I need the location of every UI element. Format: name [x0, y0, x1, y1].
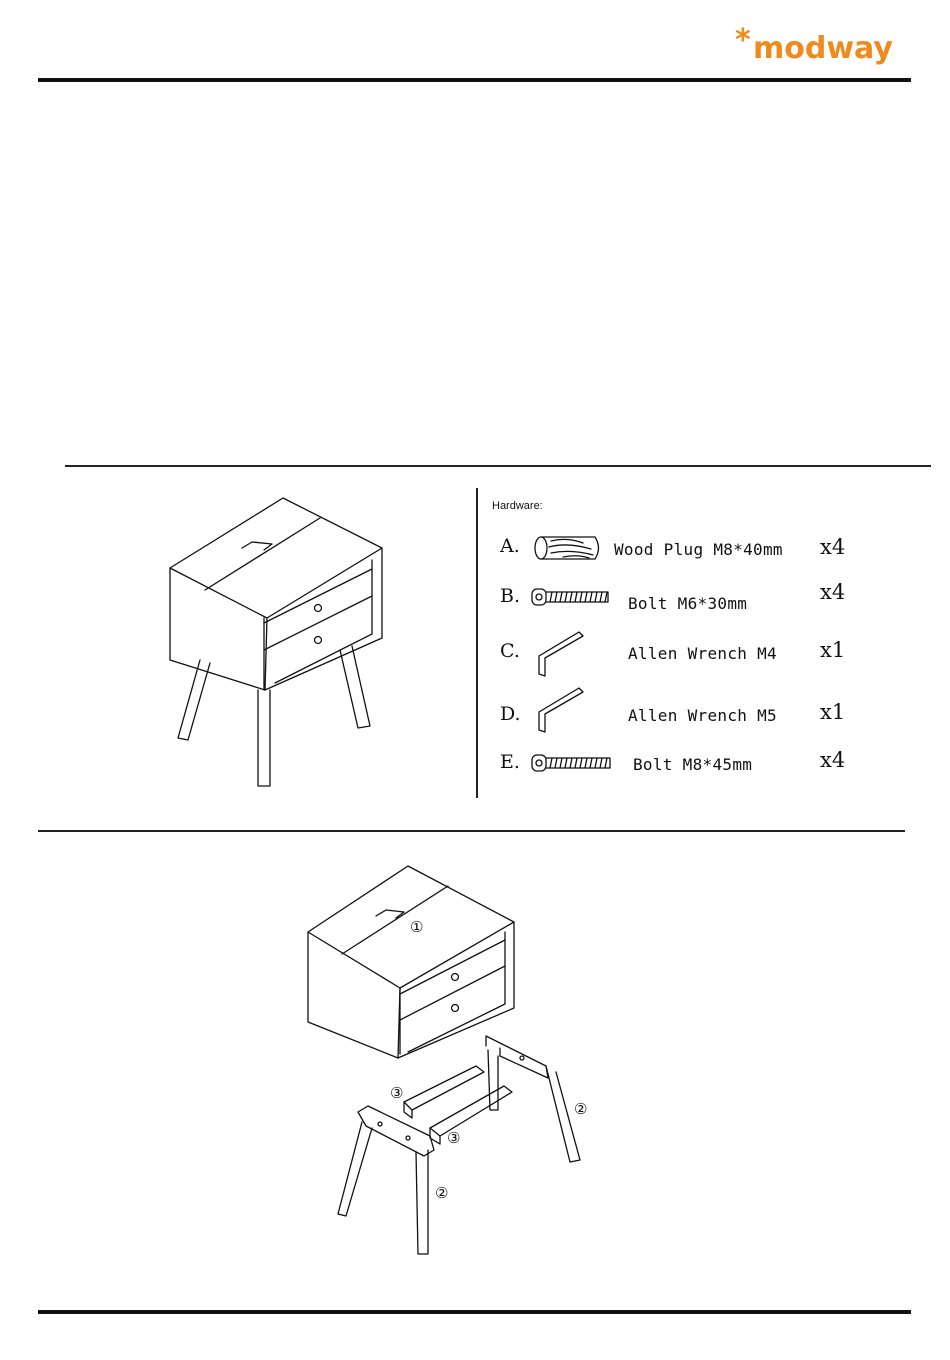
hardware-letter-c: C. [500, 640, 520, 662]
part-label-stretcher-bottom: ③ [447, 1129, 461, 1147]
hardware-desc-b: Bolt M6*30mm [628, 594, 748, 613]
section-divider-top [65, 465, 931, 467]
hardware-letter-d: D. [500, 703, 521, 725]
hardware-qty-b: x4 [820, 580, 846, 604]
allen-wrench-icon [535, 628, 587, 680]
hardware-desc-a: Wood Plug M8*40mm [614, 540, 783, 559]
logo-wordmark: modway [753, 31, 893, 66]
modway-logo-mark [733, 24, 913, 74]
hardware-qty-c: x1 [820, 638, 846, 662]
modway-logo [733, 24, 913, 74]
footer-rule [38, 1310, 911, 1314]
allen-wrench-icon [535, 684, 587, 736]
assembled-nightstand-illustration [160, 490, 390, 800]
part-label-leg-left: ② [435, 1184, 449, 1202]
part-label-leg-right: ② [574, 1100, 588, 1118]
svg-text:*: * [735, 23, 751, 58]
bolt-icon [530, 752, 612, 774]
hardware-letter-a: A. [500, 535, 520, 557]
section-divider-bottom [38, 830, 905, 832]
part-label-cabinet: ① [410, 918, 424, 936]
hardware-desc-d: Allen Wrench M5 [628, 706, 777, 725]
column-divider [476, 488, 478, 798]
hardware-qty-a: x4 [820, 535, 846, 559]
hardware-letter-e: E. [500, 751, 520, 773]
exploded-assembly-illustration [300, 860, 600, 1260]
hardware-desc-e: Bolt M8*45mm [633, 755, 753, 774]
hardware-title: Hardware: [492, 500, 543, 512]
hardware-desc-c: Allen Wrench M4 [628, 644, 777, 663]
part-label-stretcher-top: ③ [390, 1084, 404, 1102]
hardware-qty-e: x4 [820, 748, 846, 772]
hardware-qty-d: x1 [820, 700, 846, 724]
header-rule [38, 78, 911, 82]
hardware-letter-b: B. [500, 585, 521, 607]
bolt-icon [530, 586, 610, 608]
wood-plug-icon [533, 535, 605, 561]
